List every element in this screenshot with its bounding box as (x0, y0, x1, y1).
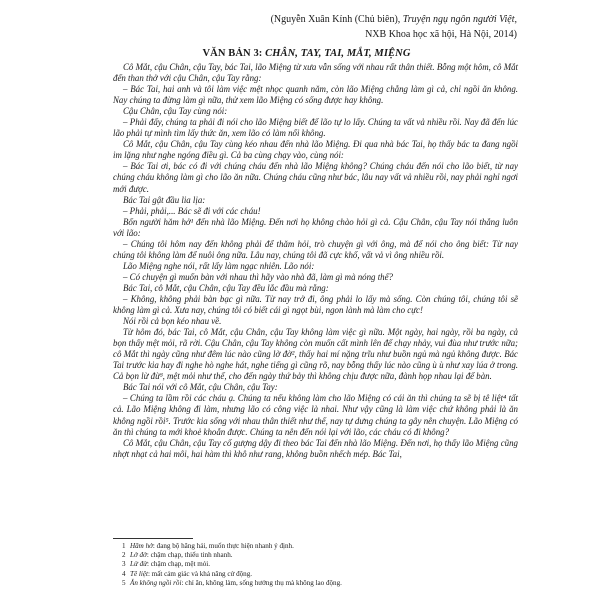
footnote-number: 3 (122, 560, 126, 569)
story-paragraph: Bốn người hăm hở¹ đến nhà lão Miệng. Đến nơi họ không chào hỏi gì cả. Cậu Chân, cậu Tay nói thẳng luôn với lão: (113, 216, 518, 238)
story-paragraph: – Chúng ta lầm rồi các cháu ạ. Chúng ta nếu không làm cho lão Miệng có cái ăn thì chúng ta sẽ bị tê liệt⁴ tất cả. Lão Miệng không đi làm, nhưng lão có công việc là nhai. Như vậy cũng là làm việc chứ không phải là ăn không ngồi rồi⁵. Trước kia sống với nhau thân thiết như thế, nay tự dưng chúng ta gây nên chuyện. Lão Miệng có ăn thì chúng ta mới khoẻ khoắn được. Chúng ta nên đến nói lại với lão, các cháu có đi không? (113, 393, 518, 437)
story-paragraph: – Có chuyện gì muốn bàn với nhau thì hãy vào nhà đã, làm gì mà nóng thế? (123, 271, 393, 282)
story-paragraph: Cô Mắt, cậu Chân, cậu Tay, bác Tai, lão Miệng từ xưa vẫn sống với nhau rất thân thiết. Bỗng một hôm, cô Mắt đến than thở với cậu Chân, cậu Tay rằng: (113, 62, 518, 84)
story-paragraph: Cô Mắt, cậu Chân, cậu Tay cố gượng dậy đi theo bác Tai đến nhà lão Miệng. Đến nơi, họ thấy lão Miệng cũng nhợt nhạt cả hai môi, hai hàm thì khô như rang, không buồn nhếch mép. Bác Tai, (113, 437, 518, 459)
story-paragraph: – Bác Tai ơi, bác có đi với chúng cháu đến nhà lão Miệng không? Chúng cháu đến nói cho lão biết, từ nay chúng cháu không làm gì cho lão ăn nữa. Chúng cháu cũng như bác, lâu nay vất vả nhiều rồi, nay phải nghỉ ngơi mới được. (113, 161, 518, 194)
citation-line-2: NXB Khoa học xã hội, Hà Nội, 2014) (365, 29, 517, 40)
footnote-item (122, 551, 482, 560)
footnote-definition: : đang bộ hăng hái, muốn thực hiện nhanh ý định. (152, 542, 294, 550)
story-paragraph: – Bác Tai, hai anh và tôi làm việc mệt nhọc quanh năm, còn lão Miệng chẳng làm gì cả, chỉ ngồi ăn không. Nay chúng ta đừng làm gì nữa, thử xem lão Miệng có sống được hay không. (113, 84, 518, 106)
story-paragraph: Nói rồi cả bọn kéo nhau về. (123, 316, 222, 327)
title-label: VĂN BẢN 3: (202, 48, 263, 59)
footnote-number: 1 (122, 542, 126, 550)
footnote-term: Lờ đờ (130, 551, 147, 560)
title-name: CHÂN, TAY, TAI, MẮT, MIỆNG (262, 48, 411, 59)
footnote-term: Tê liệt (130, 569, 148, 578)
citation-line-1 (217, 12, 517, 27)
footnote-term: Lừ đừ (130, 560, 148, 569)
source-citation (217, 12, 517, 42)
footnote-definition: : mất cảm giác và khả năng cử động. (147, 569, 253, 578)
story-paragraph: – Không, không phải bàn bạc gì nữa. Từ nay trở đi, ông phải lo lấy mà sống. Còn chúng tôi, chúng tôi sẽ không làm gì cả. Xưa nay, chúng tôi có biết cái gì ngọt bùi, ngon lành mà làm cho cực! (113, 293, 518, 316)
story-paragraph: Cô Mắt, cậu Chân, cậu Tay cùng kéo nhau đến nhà lão Miệng. Đi qua nhà bác Tai, họ thấy bác ta đang ngồi im lặng như nghe ngóng điều gì. Cả ba cùng chạy vào, cùng nói: (113, 139, 518, 161)
story-body (113, 62, 518, 460)
story-paragraph: – Chúng tôi hôm nay đến không phải để thăm hỏi, trò chuyện gì với ông, mà để nói cho ông biết: Từ nay chúng tôi không làm để nuôi ông nữa. Lâu nay, chúng tôi đã cực khổ, vất vả vì ông nhiều rồi. (113, 238, 518, 260)
footnote-number: 2 (122, 551, 126, 560)
footnote-term: Ăn không ngồi rồi (130, 578, 182, 587)
story-paragraph: Bác Tai nói với cô Mắt, cậu Chân, cậu Tay: (123, 382, 278, 393)
footnote-definition: : chậm chạp, mệt mỏi. (147, 560, 211, 569)
story-paragraph: Lão Miệng nghe nói, rất lấy làm ngạc nhiên. Lão nói: (123, 260, 315, 271)
footnote-item (122, 570, 482, 579)
footnote-number: 5 (122, 578, 126, 587)
footnote-item (122, 579, 482, 588)
page-title (0, 48, 613, 59)
story-paragraph: – Phải đấy, chúng ta phải đi nói cho lão Miệng biết để lão tự lo lấy. Chúng ta vất vả nhiều rồi. Nay đã đến lúc lão phải tự mình tìm lấy thức ăn, xem lão có làm nổi không. (113, 117, 518, 139)
footnote-item (122, 560, 482, 569)
footnote-term: Hăm hở (130, 542, 153, 550)
footnote-definition: : chậm chạp, thiếu tinh nhanh. (146, 551, 233, 560)
story-paragraph: Bác Tai, cô Mắt, cậu Chân, cậu Tay đều lắc đầu mà rằng: (123, 282, 329, 293)
footnotes (122, 542, 482, 588)
citation-book-title: Truyện ngụ ngôn người Việt, (402, 14, 517, 25)
footnote-definition: : chỉ ăn, không làm, sống hưởng thụ mà không lao động. (181, 578, 342, 587)
footnote-number: 4 (122, 569, 126, 578)
story-paragraph: Bác Tai gật đầu lia lịa: (123, 194, 206, 205)
footnote-item (122, 542, 482, 551)
story-paragraph: Cậu Chân, cậu Tay cùng nói: (123, 106, 228, 117)
footnote-divider (113, 538, 193, 539)
story-paragraph: – Phải, phải,... Bác sẽ đi với các cháu! (123, 205, 261, 216)
story-paragraph: Từ hôm đó, bác Tai, cô Mắt, cậu Chân, cậu Tay không làm việc gì nữa. Một ngày, hai ngày, rồi ba ngày, cả bọn thấy mệt mỏi, rã rời. Cậu Chân, cậu Tay không còn muốn cất mình lên để chạy nhảy, vui đùa như trước nữa; cô Mắt thì ngày cũng như đêm lúc nào cũng lờ đờ², thấy hai mí nặng trĩu như buồn ngủ mà ngủ không được. Bác Tai trước kia hay đi nghe hò nghe hát, nghe tiếng gì cũng rõ, nay bỗng thấy lúc nào cũng ù ù như xay lúa ở trong. Cả bọn lừ đừ³, mệt mỏi như thế, cho đến ngày thứ bảy thì không chịu được nữa, đành họp nhau lại để bàn. (113, 327, 518, 382)
citation-author: (Nguyễn Xuân Kính (Chủ biên), (270, 14, 403, 25)
